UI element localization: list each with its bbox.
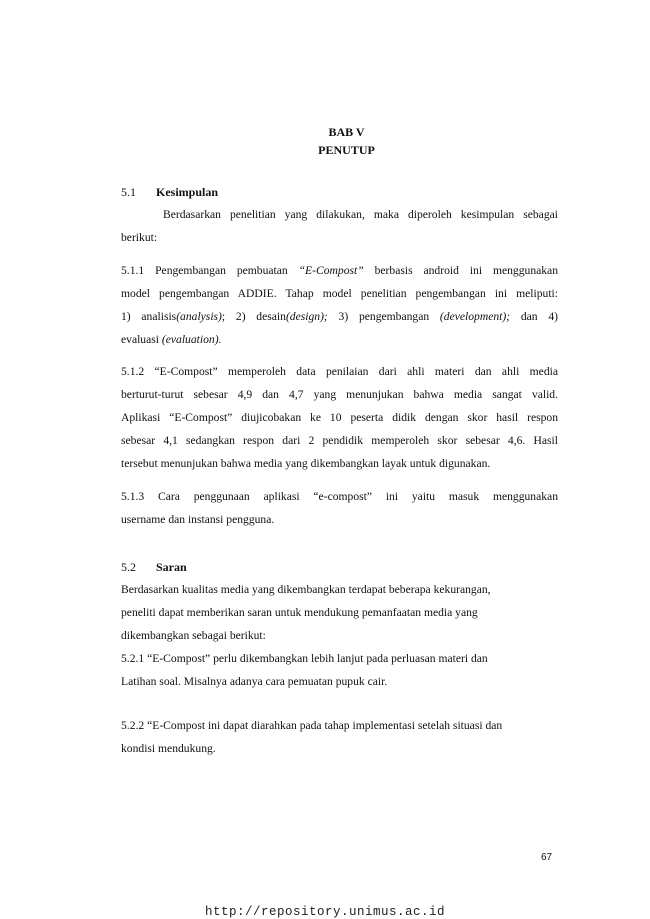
- text-line: evaluasi (evaluation).: [121, 333, 222, 346]
- text-line: username dan instansi pengguna.: [121, 513, 275, 526]
- suggestion-point-5-2-2: [121, 714, 558, 760]
- text-line: Latihan soal. Misalnya adanya cara pemuatan pupuk cair.: [121, 675, 388, 688]
- section-heading-saran: [121, 560, 187, 575]
- text-line: 5.1.3 Cara penggunaan aplikasi “e-compost” ini yaitu masuk menggunakan: [121, 490, 558, 503]
- section-heading-kesimpulan: [121, 185, 218, 200]
- text-line: 5.2.2 “E-Compost ini dapat diarahkan pada tahap implementasi setelah situasi dan: [121, 719, 503, 732]
- text-line: 5.1.2 “E-Compost” memperoleh data penilaian dari ahli materi dan ahli media: [121, 365, 558, 378]
- conclusion-point-5-1-2: [121, 360, 558, 475]
- suggestion-intro: [121, 578, 558, 693]
- text-line: Berdasarkan kualitas media yang dikembangkan terdapat beberapa kekurangan,: [121, 583, 491, 596]
- text-line: 1) analisis(analysis); 2) desain(design); 3) pengembangan (development); dan 4): [121, 310, 558, 323]
- text-line: tersebut menunjukan bahwa media yang dikembangkan layak untuk digunakan.: [121, 457, 491, 470]
- conclusion-intro: [121, 203, 558, 249]
- section-title: Saran: [156, 560, 187, 574]
- section-number: 5.2: [121, 560, 136, 574]
- section-number: 5.1: [121, 185, 136, 199]
- text-line: Aplikasi “E-Compost” diujicobakan ke 10 peserta didik dengan skor hasil respon: [121, 411, 558, 424]
- text-line: kondisi mendukung.: [121, 742, 216, 755]
- section-title: Kesimpulan: [156, 185, 219, 199]
- text-line: berikut:: [121, 231, 158, 244]
- text-line: model pengembangan ADDIE. Tahap model penelitian pengembangan ini meliputi:: [121, 287, 558, 300]
- repository-url[interactable]: http://repository.unimus.ac.id: [204, 905, 446, 919]
- text-line: peneliti dapat memberikan saran untuk mendukung pemanfaatan media yang: [121, 606, 478, 619]
- page-number: 67: [541, 852, 553, 863]
- text-line: Berdasarkan penelitian yang dilakukan, maka diperoleh kesimpulan sebagai: [163, 208, 558, 221]
- text-line: 5.1.1 Pengembangan pembuatan “E-Compost” berbasis android ini menggunakan: [121, 264, 558, 277]
- text-line: dikembangkan sebagai berikut:: [121, 629, 266, 642]
- text-line: sebesar 4,1 sedangkan respon dari 2 pendidik memperoleh skor sebesar 4,6. Hasil: [121, 434, 558, 447]
- chapter-title: PENUTUP: [318, 143, 375, 157]
- chapter-number: BAB V: [328, 125, 365, 139]
- conclusion-point-5-1-3: [121, 485, 558, 531]
- text-line: 5.2.1 “E-Compost” perlu dikembangkan lebih lanjut pada perluasan materi dan: [121, 652, 488, 665]
- text-line: berturut-turut sebesar 4,9 dan 4,7 yang menunjukan bahwa media sangat valid.: [121, 388, 558, 401]
- conclusion-point-5-1-1: [121, 259, 558, 351]
